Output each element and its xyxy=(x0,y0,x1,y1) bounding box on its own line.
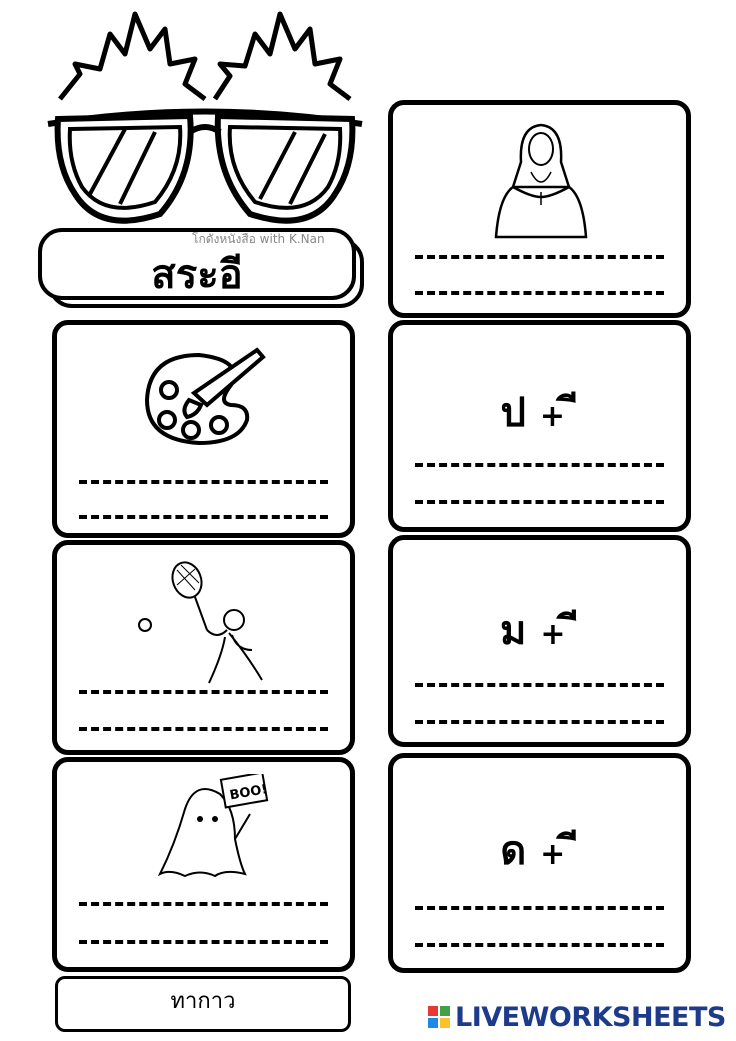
plus-sign: + xyxy=(540,617,566,652)
answer-line[interactable] xyxy=(79,515,328,519)
consonant-text: ด xyxy=(500,828,527,874)
answer-line[interactable] xyxy=(415,255,664,259)
answer-line[interactable] xyxy=(79,690,328,694)
answer-line[interactable] xyxy=(79,480,328,484)
brand-text[interactable]: LIVEWORKSHEETS xyxy=(455,1002,726,1033)
left-card-3 xyxy=(52,757,355,972)
right-card-1 xyxy=(388,100,691,318)
credit-text: โกดังหนังสือ with K.Nan xyxy=(192,232,325,246)
right-card-2 xyxy=(388,320,691,532)
boo-sign-text: BOO! xyxy=(228,782,269,804)
page-title: สระอี xyxy=(151,252,243,298)
left-card-1 xyxy=(52,320,355,538)
answer-line[interactable] xyxy=(415,683,664,687)
answer-line[interactable] xyxy=(79,940,328,944)
paint-palette-icon xyxy=(139,345,269,450)
consonant-text: ป xyxy=(500,390,526,436)
answer-line[interactable] xyxy=(415,291,664,295)
liveworksheets-logo-icon xyxy=(428,1006,452,1030)
glue-label-box xyxy=(55,976,351,1032)
syllable-equation xyxy=(393,818,686,882)
right-card-3 xyxy=(388,535,691,747)
ghost-boo-sign-icon xyxy=(155,774,285,884)
answer-line[interactable] xyxy=(415,943,664,947)
plus-sign: + xyxy=(540,837,566,872)
syllable-equation xyxy=(393,598,686,662)
consonant-text: ม xyxy=(500,608,527,654)
answer-line[interactable] xyxy=(415,720,664,724)
right-card-4 xyxy=(388,753,691,973)
left-card-2 xyxy=(52,540,355,755)
answer-line[interactable] xyxy=(79,727,328,731)
syllable-equation xyxy=(393,380,686,444)
plus-sign: + xyxy=(539,399,565,434)
answer-line[interactable] xyxy=(415,906,664,910)
answer-line[interactable] xyxy=(415,463,664,467)
glue-label: ทากาว xyxy=(170,989,236,1014)
tennis-player-icon xyxy=(137,555,287,685)
answer-line[interactable] xyxy=(79,902,328,906)
nun-icon xyxy=(491,117,591,242)
answer-line[interactable] xyxy=(415,500,664,504)
sunglasses-pineapple-icon xyxy=(40,4,370,234)
